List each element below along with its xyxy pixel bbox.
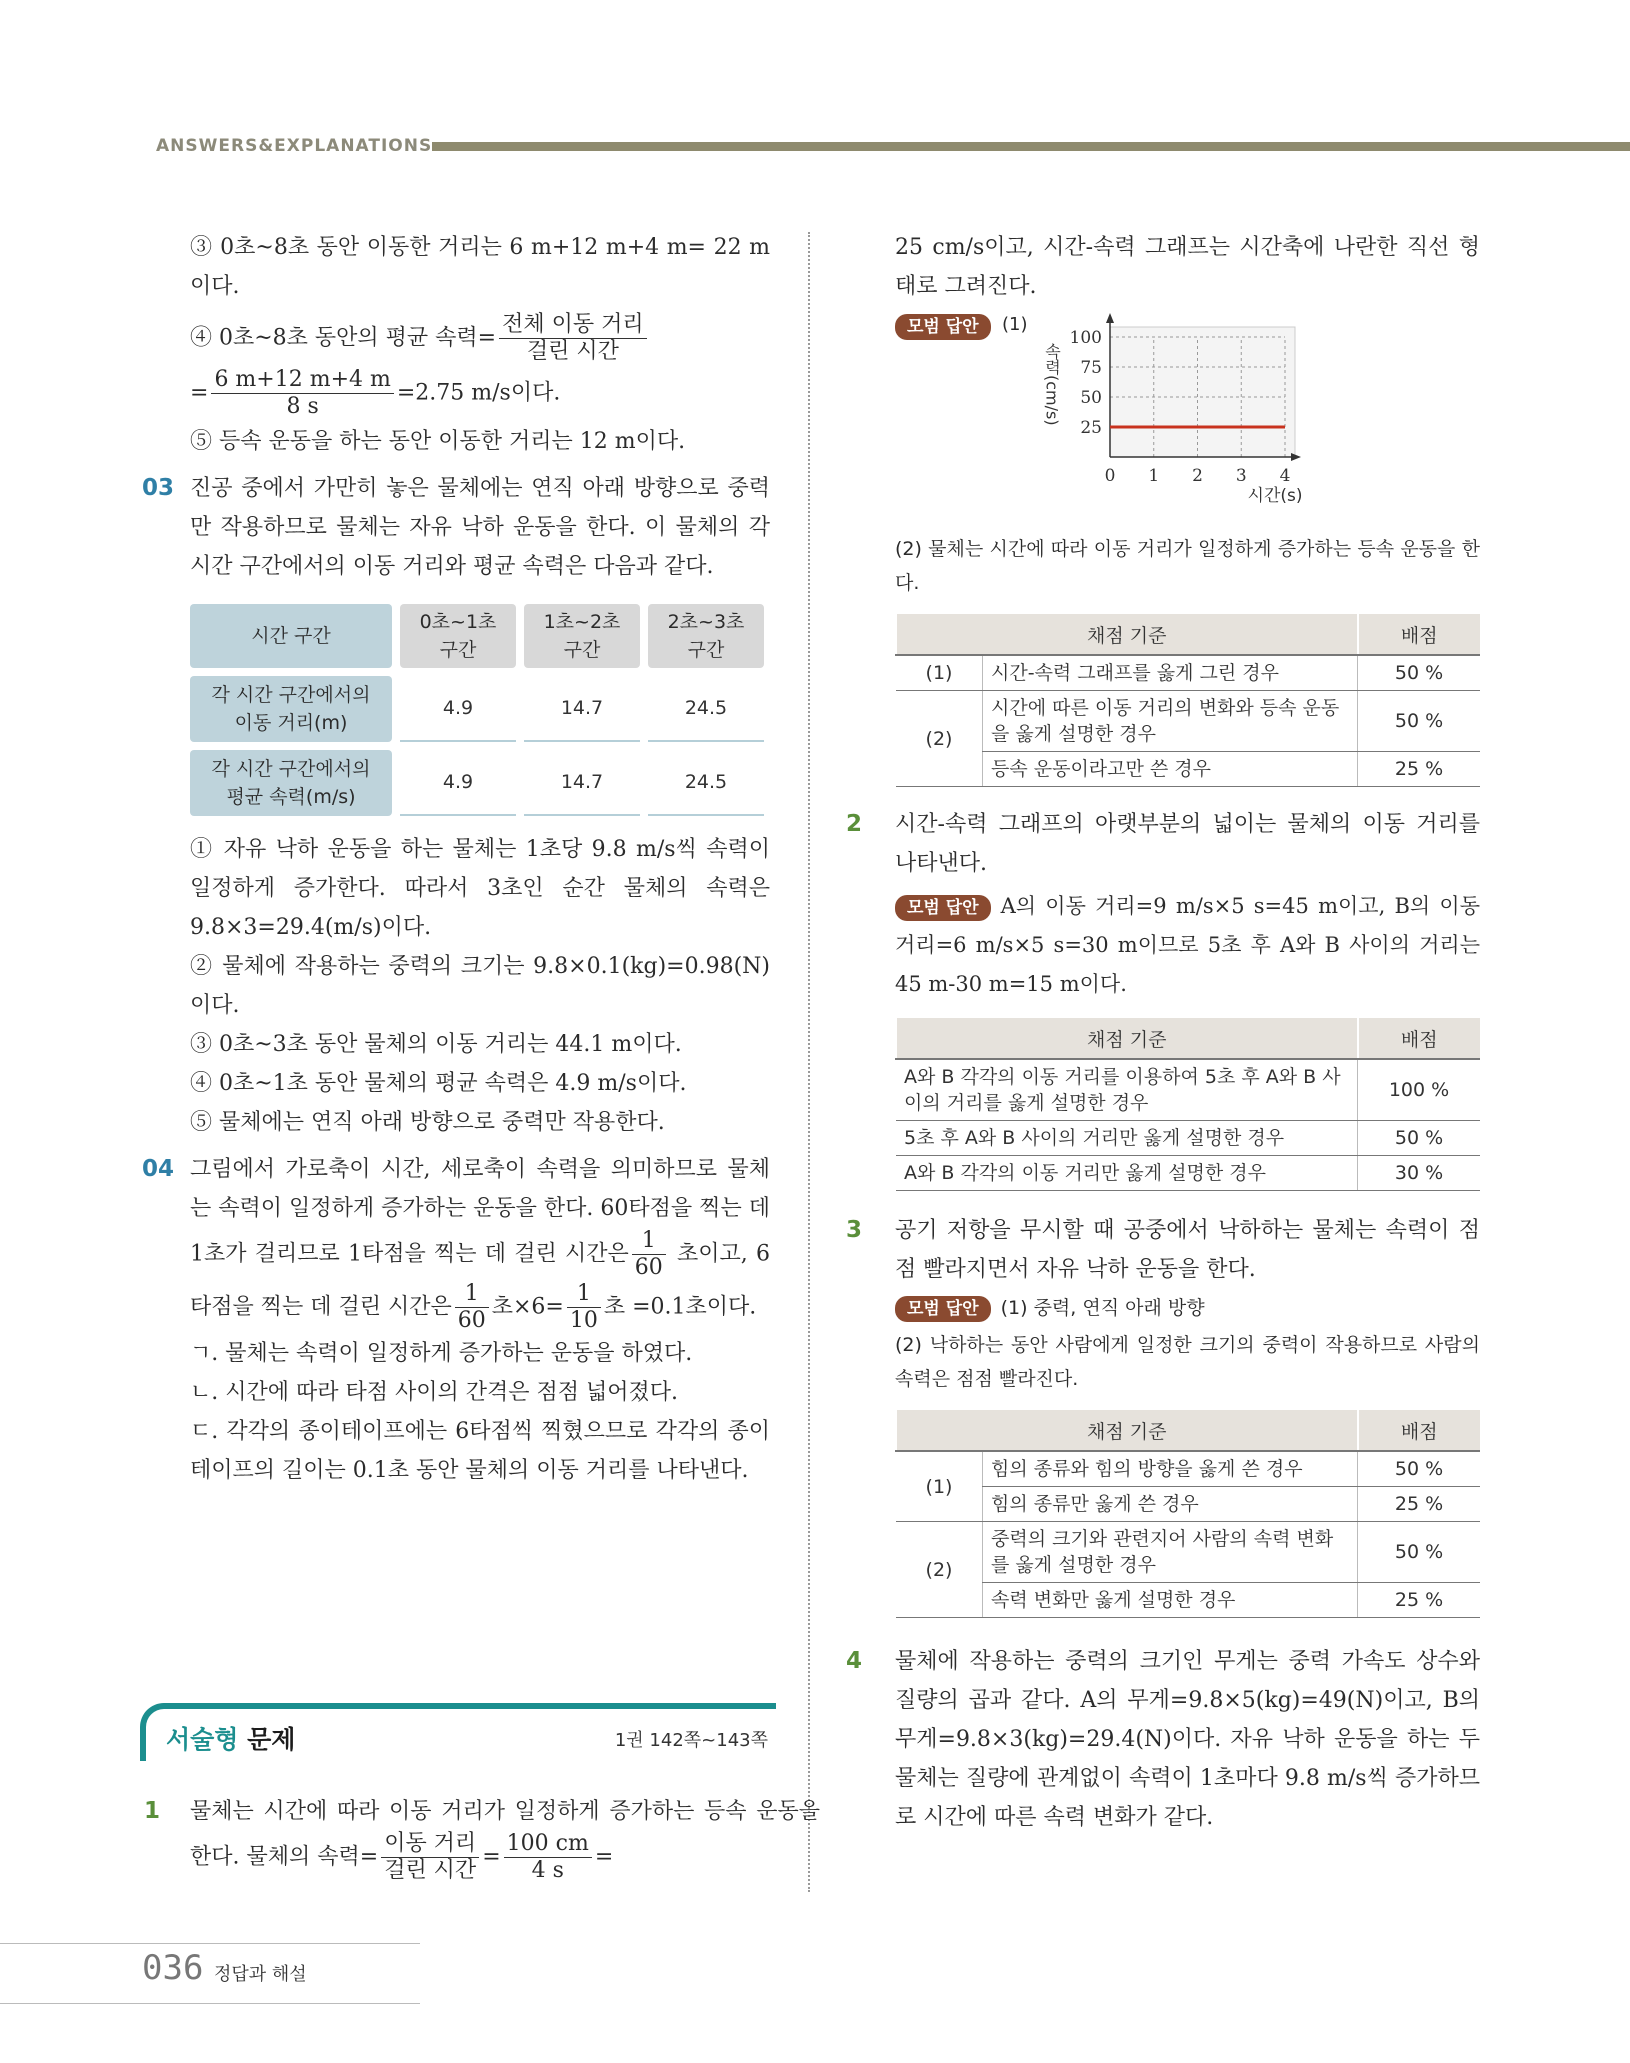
y-tick-label: 25 — [1080, 418, 1102, 438]
rubric-criteria: A와 B 각각의 이동 거리만 옳게 설명한 경우 — [896, 1156, 1358, 1191]
answer-line: ㄷ. 각각의 종이테이프에는 6타점씩 찍혔으므로 각각의 종이테이프의 길이는 0.1초 동안 물체의 이동 거리를 나타낸다. — [190, 1419, 770, 1483]
y-axis-label: 속력(cm/s) — [1042, 343, 1062, 426]
rubric-part: (1) — [896, 1451, 983, 1522]
rubric-score: 50 % — [1358, 655, 1481, 691]
rubric-score: 25 % — [1358, 1583, 1481, 1618]
x-tick-label: 3 — [1235, 466, 1247, 486]
page-number: 036 — [142, 1948, 204, 1988]
rubric-head: 채점 기준 — [896, 614, 1358, 655]
table-corner: 시간 구간 — [190, 604, 392, 668]
footer-rule — [0, 2003, 420, 2004]
answer-line: ③ 0초~8초 동안 이동한 거리는 6 m+12 m+4 m= 22 m이다. — [190, 235, 770, 299]
essay-question-3 — [846, 1211, 1480, 1289]
rubric-criteria: 힘의 종류만 옳게 쓴 경우 — [983, 1487, 1358, 1522]
essay-question-4 — [846, 1642, 1480, 1837]
rubric-score: 100 % — [1358, 1059, 1481, 1121]
table-cell: 4.9 — [400, 676, 516, 742]
answer-line: ㄱ. 물체는 속력이 일정하게 증가하는 운동을 하였다. — [190, 1341, 693, 1366]
essay-question-1 — [140, 1792, 820, 1884]
table-row-header: 각 시간 구간에서의 평균 속력(m/s) — [190, 750, 392, 816]
y-tick-label: 75 — [1080, 358, 1102, 378]
question-number: 03 — [142, 475, 175, 501]
fraction: $\frac{1}{60}$ — [455, 1281, 489, 1334]
rubric-part: (1) — [896, 655, 983, 691]
table-cell: 14.7 — [524, 750, 640, 816]
x-tick-label: 4 — [1279, 466, 1291, 486]
running-header: ANSWERS&EXPLANATIONS — [156, 136, 433, 156]
right-column — [846, 228, 1480, 1837]
rubric-criteria: 시간에 따른 이동 거리의 변화와 등속 운동을 옳게 설명한 경우 — [983, 691, 1358, 752]
answer-line: (2) 낙하하는 동안 사람에게 일정한 크기의 중력이 작용하므로 사람의 속력은 점점 빨라진다. — [895, 1334, 1480, 1390]
x-axis-arrow — [1291, 453, 1301, 461]
rubric-part: (2) — [896, 1522, 983, 1618]
rubric-table-2 — [895, 1018, 1480, 1191]
rubric-head: 채점 기준 — [896, 1018, 1358, 1059]
rubric-criteria: 힘의 종류와 힘의 방향을 옳게 쓴 경우 — [983, 1451, 1358, 1487]
fraction: $\frac{6 m+12 m+4 m}{8 s}$ — [211, 367, 393, 420]
rubric-part: (2) — [896, 691, 983, 787]
y-tick-label: 100 — [1069, 328, 1102, 348]
rubric-score: 50 % — [1358, 1522, 1481, 1583]
answer-line: ② 물체에 작용하는 중력의 크기는 9.8×0.1(kg)=0.98(N)이다. — [190, 954, 770, 1018]
left-column — [140, 228, 770, 1490]
question-04 — [140, 1150, 770, 1334]
model-answer-badge: 모범 답안 — [895, 314, 991, 340]
section-page-ref: 1권 142쪽~143쪽 — [614, 1730, 768, 1751]
question-number: 1 — [144, 1798, 161, 1824]
answer-line: ⑤ 등속 운동을 하는 동안 이동한 거리는 12 m이다. — [190, 429, 686, 454]
rubric-head: 배점 — [1358, 1410, 1481, 1451]
answer-line: 25 cm/s이고, 시간-속력 그래프는 시간축에 나란한 직선 형태로 그려진다. — [895, 235, 1480, 299]
x-axis-label: 시간(s) — [1247, 486, 1303, 506]
rubric-criteria: 시간-속력 그래프를 옳게 그린 경우 — [983, 655, 1358, 691]
x-tick-label: 1 — [1148, 466, 1160, 486]
footer-rule — [0, 1943, 420, 1944]
fraction: $\frac{\text{이동 거리}}{\text{걸린 시간}}$ — [381, 1831, 479, 1884]
fraction: $\frac{100 cm}{4 s}$ — [504, 1831, 592, 1884]
question-03 — [140, 469, 770, 586]
rubric-criteria: 중력의 크기와 관련지어 사람의 속력 변화를 옳게 설명한 경우 — [983, 1522, 1358, 1583]
table-col-header: 1초~2초 구간 — [524, 604, 640, 668]
question-text: 그림에서 가로축이 시간, 세로축이 속력을 의미하므로 물체는 속력이 일정하게 증가하는 운동을 한다. 60타점을 찍는 데 1초가 걸리므로 1타점을 찍는 데 걸린 시간은 $\frac{1}{60}$ 초이고, 6타점을 찍는 데 걸린 시간은 $\frac{1}{60}$ 초×6= $\frac{1}{10}$ 초 =0.1초이다. — [190, 1157, 770, 1333]
rubric-score: 30 % — [1358, 1156, 1481, 1191]
rubric-score: 50 % — [1358, 1121, 1481, 1156]
answer-line: ⑤ 물체에는 연직 아래 방향으로 중력만 작용한다. — [190, 1110, 665, 1135]
table-col-header: 0초~1초 구간 — [400, 604, 516, 668]
rubric-score: 50 % — [1358, 691, 1481, 752]
x-tick-label: 2 — [1192, 466, 1203, 486]
fraction: $\frac{1}{10}$ — [567, 1281, 601, 1334]
question-text: 물체는 시간에 따라 이동 거리가 일정하게 증가하는 등속 운동을 한다. 물체의 속력= $\frac{\text{이동 거리}}{\text{걸린 시간}}$ = $\frac{100 cm}{4 s}$ = — [190, 1799, 820, 1883]
fraction: $\frac{\text{전체 이동 거리}}{\text{걸린 시간}}$ — [499, 312, 647, 365]
table-col-header: 2초~3초 구간 — [648, 604, 764, 668]
speed-time-chart — [1030, 312, 1360, 522]
table-cell: 24.5 — [648, 750, 764, 816]
answer-line: ㄴ. 시간에 따라 타점 사이의 간격은 점점 넓어졌다. — [190, 1380, 678, 1405]
rubric-criteria: A와 B 각각의 이동 거리를 이용하여 5초 후 A와 B 사이의 거리를 옳게 설명한 경우 — [896, 1059, 1358, 1121]
question-text: 공기 저항을 무시할 때 공중에서 낙하하는 물체는 속력이 점점 빨라지면서 자유 낙하 운동을 한다. — [895, 1218, 1480, 1282]
header-bar — [432, 142, 1630, 151]
question-text: 물체에 작용하는 중력의 크기인 무게는 중력 가속도 상수와 질량의 곱과 같다. A의 무게=9.8×5(kg)=49(N)이고, B의 무게=9.8×3(kg)=29.4(N)이다. 자유 낙하 운동을 하는 두 물체는 질량에 관계없이 속력이 1초마다 9.8 m/s씩 증가하므로 시간에 따른 속력 변화가 같다. — [895, 1649, 1480, 1830]
y-axis-arrow — [1106, 313, 1114, 323]
section-title: 서술형 문제 — [166, 1725, 296, 1754]
fraction: $\frac{1}{60}$ — [632, 1228, 666, 1281]
rubric-criteria: 속력 변화만 옳게 설명한 경우 — [983, 1583, 1358, 1618]
answer-line: ④ 0초~1초 동안 물체의 평균 속력은 4.9 m/s이다. — [190, 1071, 687, 1096]
interval-table — [182, 596, 772, 824]
table-cell: 24.5 — [648, 676, 764, 742]
rubric-table-1 — [895, 614, 1480, 787]
question-text: 시간-속력 그래프의 아랫부분의 넓이는 물체의 이동 거리를 나타낸다. — [895, 812, 1480, 876]
rubric-criteria: 5초 후 A와 B 사이의 거리만 옳게 설명한 경우 — [896, 1121, 1358, 1156]
part-label: (1) — [1002, 314, 1028, 335]
question-number: 4 — [846, 1648, 863, 1674]
x-tick-label: 0 — [1104, 466, 1116, 486]
rubric-score: 25 % — [1358, 752, 1481, 787]
essay-question-2 — [846, 805, 1480, 883]
chart-panel — [1110, 327, 1295, 457]
footer-label: 정답과 해설 — [214, 1964, 307, 1985]
table-cell: 4.9 — [400, 750, 516, 816]
column-divider — [808, 232, 810, 1892]
rubric-score: 50 % — [1358, 1451, 1481, 1487]
model-answer-graph — [880, 312, 1480, 522]
rubric-criteria: 등속 운동이라고만 쓴 경우 — [983, 752, 1358, 787]
answer-line: (2) 물체는 시간에 따라 이동 거리가 일정하게 증가하는 등속 운동을 한다. — [895, 538, 1480, 594]
model-answer: 모범 답안 A의 이동 거리=9 m/s×5 s=45 m이고, B의 이동 거리=6 m/s×5 s=30 m이므로 5초 후 A와 B 사이의 거리는 45 m-30 m=15 m이다. — [895, 894, 1480, 996]
answer-line: ① 자유 낙하 운동을 하는 물체는 1초당 9.8 m/s씩 속력이 일정하게 증가한다. 따라서 3초인 순간 물체의 속력은 9.8×3=29.4(m/s)이다. — [190, 837, 770, 940]
question-number: 2 — [846, 811, 863, 837]
answer-line: ③ 0초~3초 동안 물체의 이동 거리는 44.1 m이다. — [190, 1032, 682, 1057]
rubric-table-3 — [895, 1410, 1480, 1618]
rubric-score: 25 % — [1358, 1487, 1481, 1522]
rubric-head: 배점 — [1358, 614, 1481, 655]
question-text: 진공 중에서 가만히 놓은 물체에는 연직 아래 방향으로 중력만 작용하므로 물체는 자유 낙하 운동을 한다. 이 물체의 각 시간 구간에서의 이동 거리와 평균 속력은 다음과 같다. — [190, 476, 770, 579]
question-number: 04 — [142, 1156, 175, 1182]
answer-line: ④ 0초~8초 동안의 평균 속력= $\frac{\text{전체 이동 거리}}{\text{걸린 시간}}$ — [140, 312, 770, 365]
table-cell: 14.7 — [524, 676, 640, 742]
answer-line: = $\frac{6 m+12 m+4 m}{8 s}$ =2.75 m/s이다. — [190, 367, 561, 419]
question-number: 3 — [846, 1217, 863, 1243]
y-tick-label: 50 — [1080, 388, 1102, 408]
model-answer: 모범 답안 (1) 중력, 연직 아래 방향 — [880, 1289, 1480, 1328]
rubric-head: 배점 — [1358, 1018, 1481, 1059]
table-row-header: 각 시간 구간에서의 이동 거리(m) — [190, 676, 392, 742]
rubric-head: 채점 기준 — [896, 1410, 1358, 1451]
